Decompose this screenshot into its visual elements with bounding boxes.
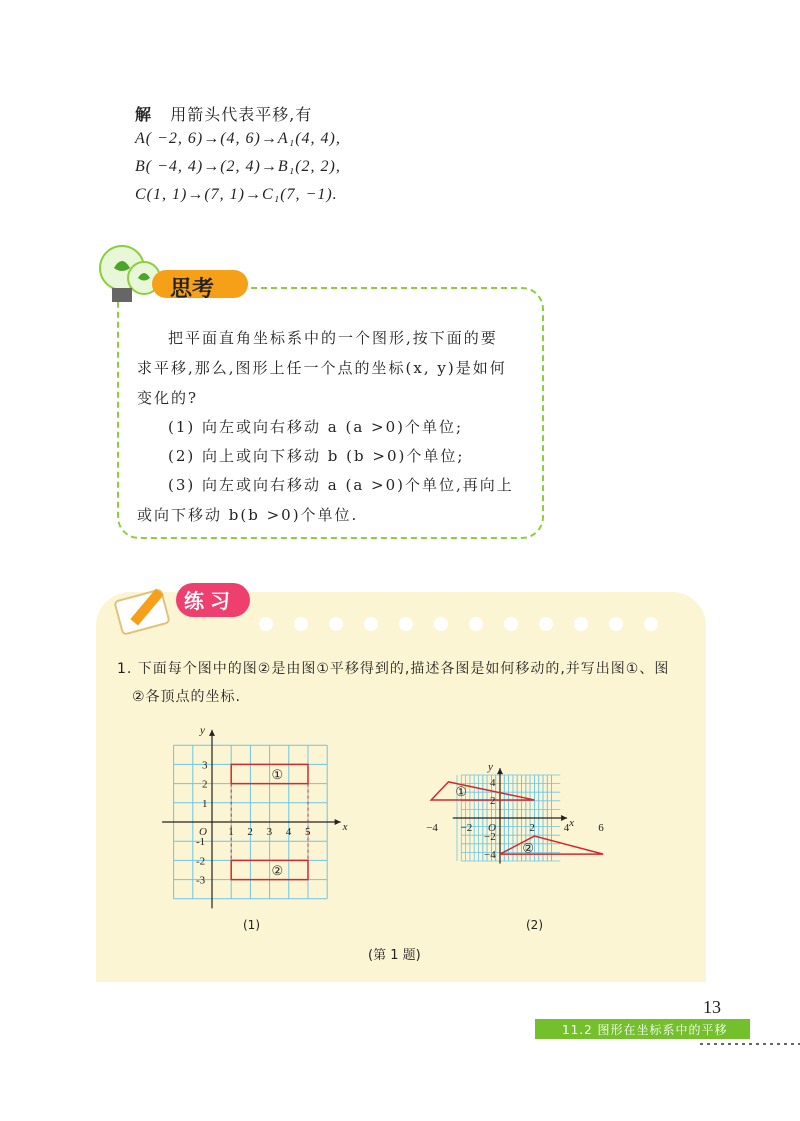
y-axis-label: y — [488, 760, 493, 773]
shape-1-label: ① — [271, 767, 284, 782]
practice-title: 练习 — [184, 589, 236, 613]
graph-1-sublabel: (1) — [243, 918, 260, 932]
x-tick-label: 4 — [563, 822, 570, 834]
shape-1-label: ① — [455, 783, 467, 799]
footer-dots — [700, 1042, 800, 1046]
graph-1 — [155, 718, 365, 913]
think-item3-cont: 或向下移动 b(b >0)个单位. — [137, 506, 359, 524]
x-tick-label: 3 — [266, 826, 273, 838]
y-axis-arrow — [497, 768, 503, 774]
page-number: 13 — [703, 997, 721, 1017]
y-tick-label: 4 — [490, 776, 496, 789]
y-tick-label: -1 — [196, 836, 206, 849]
think-line3: 变化的? — [137, 389, 199, 407]
x-axis-label: x — [569, 817, 574, 829]
solution-label: 解 — [135, 105, 153, 124]
think-box — [117, 287, 544, 539]
question-1-line2: ②各顶点的坐标. — [132, 689, 242, 705]
y-tick-label: −4 — [484, 849, 496, 862]
shape-2-label: ② — [271, 863, 284, 878]
x-axis-label: x — [342, 821, 348, 833]
x-tick-label: 2 — [529, 822, 535, 834]
graph-1-axes — [162, 730, 341, 909]
think-title: 思考 — [170, 277, 215, 302]
x-tick-label: −2 — [460, 822, 473, 834]
figure-caption: (第 1 题) — [368, 948, 421, 963]
think-item2: (2) 向上或向下移动 b (b >0)个单位; — [168, 447, 465, 465]
y-tick-label: 2 — [202, 778, 208, 791]
y-tick-label: -2 — [196, 855, 206, 868]
origin-label: O — [488, 822, 496, 834]
solution-intro: 用箭头代表平移,有 — [170, 105, 313, 124]
question-1-line1: 1. 下面每个图中的图②是由图①平移得到的,描述各图是如何移动的,并写出图①、图 — [117, 661, 670, 677]
solution-line-b: B( −4, 4)→(2, 4)→B₁(2, 2), — [135, 158, 341, 175]
graph-2 — [405, 718, 640, 913]
y-tick-label: 3 — [202, 759, 208, 772]
think-item3: (3) 向左或向右移动 a (a >0)个单位,再向上 — [168, 476, 514, 494]
x-tick-label: 1 — [228, 826, 234, 838]
graph-2-sublabel: (2) — [526, 918, 543, 932]
shape-2-label: ② — [522, 840, 535, 856]
x-tick-label: 5 — [305, 826, 311, 838]
y-tick-label: −2 — [484, 831, 496, 844]
y-axis-label: y — [200, 724, 205, 737]
x-axis-arrow — [561, 815, 567, 821]
x-axis-arrow — [335, 819, 341, 825]
solution-line-a: A( −2, 6)→(4, 6)→A₁(4, 4), — [135, 130, 341, 147]
x-tick-label: 2 — [247, 826, 253, 838]
y-tick-label: 1 — [202, 797, 208, 810]
solution-intro-line — [135, 102, 312, 125]
solution-line-c: C(1, 1)→(7, 1)→C₁(7, −1). — [135, 186, 338, 203]
y-tick-label: -3 — [196, 874, 206, 887]
y-tick-label: 2 — [490, 794, 496, 807]
think-item1: (1) 向左或向右移动 a (a >0)个单位; — [168, 418, 464, 436]
section-title: 11.2 图形在坐标系中的平移 — [562, 1023, 728, 1037]
think-line1: 把平面直角坐标系中的一个图形,按下面的要 — [168, 329, 498, 347]
y-axis-arrow — [209, 730, 215, 736]
x-tick-label: 6 — [598, 822, 604, 834]
x-tick-label: −4 — [426, 822, 438, 834]
think-line2: 求平移,那么,图形上任一个点的坐标(x, y)是如何 — [137, 359, 507, 377]
origin-label: O — [199, 826, 207, 838]
graph-1-labels — [196, 725, 348, 887]
x-tick-label: 4 — [285, 826, 292, 838]
